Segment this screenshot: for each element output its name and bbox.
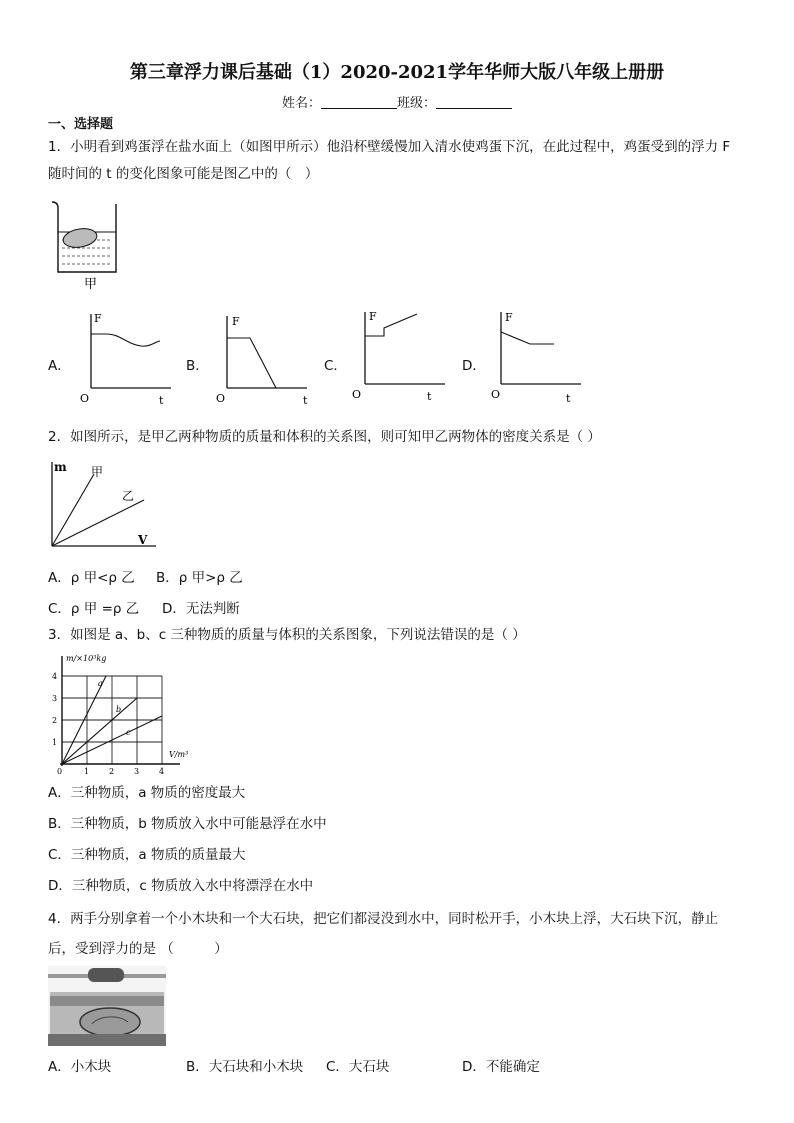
ylabel: F [369, 310, 377, 323]
ytick-2: 2 [52, 716, 58, 725]
q4-option-d[interactable]: D．不能确定 [462, 1059, 540, 1075]
xlabel: t [566, 392, 571, 405]
q1-option-d-label[interactable]: D． [462, 358, 486, 374]
q1-option-d-graph[interactable] [486, 306, 586, 406]
q3-option-b[interactable]: B．三种物质，b 物质放入水中可能悬浮在水中 [48, 816, 327, 832]
curve-b [227, 338, 276, 388]
name-label: 姓名： [281, 96, 321, 111]
q2-option-a[interactable]: A．ρ 甲<ρ 乙 [48, 570, 135, 586]
mass-volume-graph [40, 456, 170, 556]
student-info-line [0, 92, 794, 111]
origin: O [491, 388, 501, 401]
q1-option-b-graph[interactable] [212, 308, 312, 408]
question-3-text: 3．如图是 a、b、c 三种物质的质量与体积的关系图象，下列说法错误的是（ ） [48, 627, 526, 643]
ylabel: m [54, 460, 67, 474]
page-title: 第三章浮力课后基础（1）2020-2021学年华师大版八年级上册册 [129, 62, 665, 83]
q3-option-c[interactable]: C．三种物质，a 物质的质量最大 [48, 847, 246, 863]
xtick-1: 1 [84, 767, 90, 776]
q1-option-b-label[interactable]: B． [186, 358, 209, 374]
wood-stone-photo [48, 966, 166, 1046]
q2-option-b[interactable]: B．ρ 甲>ρ 乙 [156, 570, 243, 586]
question-2-text: 2．如图所示，是甲乙两种物质的质量和体积的关系图，则可知甲乙两物体的密度关系是（ ） [48, 429, 601, 445]
class-label: 班级： [397, 96, 437, 111]
xtick-3: 3 [134, 767, 140, 776]
beaker-figure [48, 196, 128, 296]
ytick-4: 4 [52, 672, 58, 681]
q3-options [48, 778, 748, 902]
ylabel: F [505, 311, 513, 324]
question-4-text [48, 904, 748, 964]
section-heading: 一、选择题 [48, 117, 114, 132]
ylabel: F [232, 315, 240, 328]
q1-option-c-graph[interactable] [350, 306, 450, 406]
beaker-label: 甲 [84, 277, 98, 292]
xlabel: t [303, 394, 308, 407]
container-bottom [48, 1034, 166, 1046]
wood-block [88, 968, 124, 982]
xlabel: V/m³ [169, 750, 189, 759]
question-1-line1: 1．小明看到鸡蛋浮在盐水面上（如图甲所示）他沿杯壁缓慢加入清水使鸡蛋下沉，在此过程中，鸡蛋受到的浮力 F [48, 139, 731, 155]
question-4-line2: 后，受到浮力的是 （ ） [48, 941, 228, 957]
q4-option-c[interactable]: C．大石块 [326, 1059, 390, 1075]
ylabel: m/×10³kg [66, 654, 107, 663]
origin: O [216, 392, 226, 405]
q1-option-a-label[interactable]: A． [48, 358, 71, 374]
q3-option-a[interactable]: A．三种物质，a 物质的密度最大 [48, 785, 246, 801]
origin: 0 [57, 767, 63, 776]
egg [62, 226, 99, 250]
line-a-label: a [98, 679, 103, 688]
q1-option-a-graph[interactable] [76, 308, 176, 408]
ylabel: F [94, 312, 102, 325]
q4-option-b[interactable]: B．大石块和小木块 [186, 1059, 304, 1075]
name-blank[interactable] [321, 96, 397, 109]
ytick-3: 3 [52, 694, 58, 703]
line-yi-label: 乙 [122, 489, 135, 503]
xtick-4: 4 [159, 767, 165, 776]
line-c-label: c [126, 728, 131, 737]
q1-option-c-label[interactable]: C． [324, 358, 347, 374]
stone [80, 1008, 140, 1036]
origin: O [80, 392, 90, 405]
water-shade [50, 996, 164, 1006]
curve-d [501, 332, 554, 344]
xlabel: t [159, 394, 164, 407]
q2-option-c[interactable]: C．ρ 甲 =ρ 乙 [48, 601, 140, 617]
abc-density-graph [40, 650, 210, 778]
question-4-line1: 4．两手分别拿着一个小木块和一个大石块，把它们都浸没到水中，同时松开手，小木块上浮，大石块下沉，静止 [48, 911, 719, 927]
question-1-line2: 随时间的 t 的变化图象可能是图乙中的（ ） [48, 166, 319, 182]
q4-option-a[interactable]: A．小木块 [48, 1059, 112, 1075]
question-1-text [48, 134, 748, 188]
q2-option-d[interactable]: D．无法判断 [162, 601, 240, 617]
xlabel: V [138, 533, 148, 547]
xtick-2: 2 [109, 767, 115, 776]
line-jia-label: 甲 [91, 465, 104, 479]
line-b-label: b [116, 705, 122, 714]
q3-option-d[interactable]: D．三种物质，c 物质放入水中将漂浮在水中 [48, 878, 314, 894]
curve-a [91, 334, 160, 346]
class-blank[interactable] [436, 96, 512, 109]
ytick-1: 1 [52, 738, 58, 747]
origin: O [352, 388, 362, 401]
xlabel: t [427, 390, 432, 403]
